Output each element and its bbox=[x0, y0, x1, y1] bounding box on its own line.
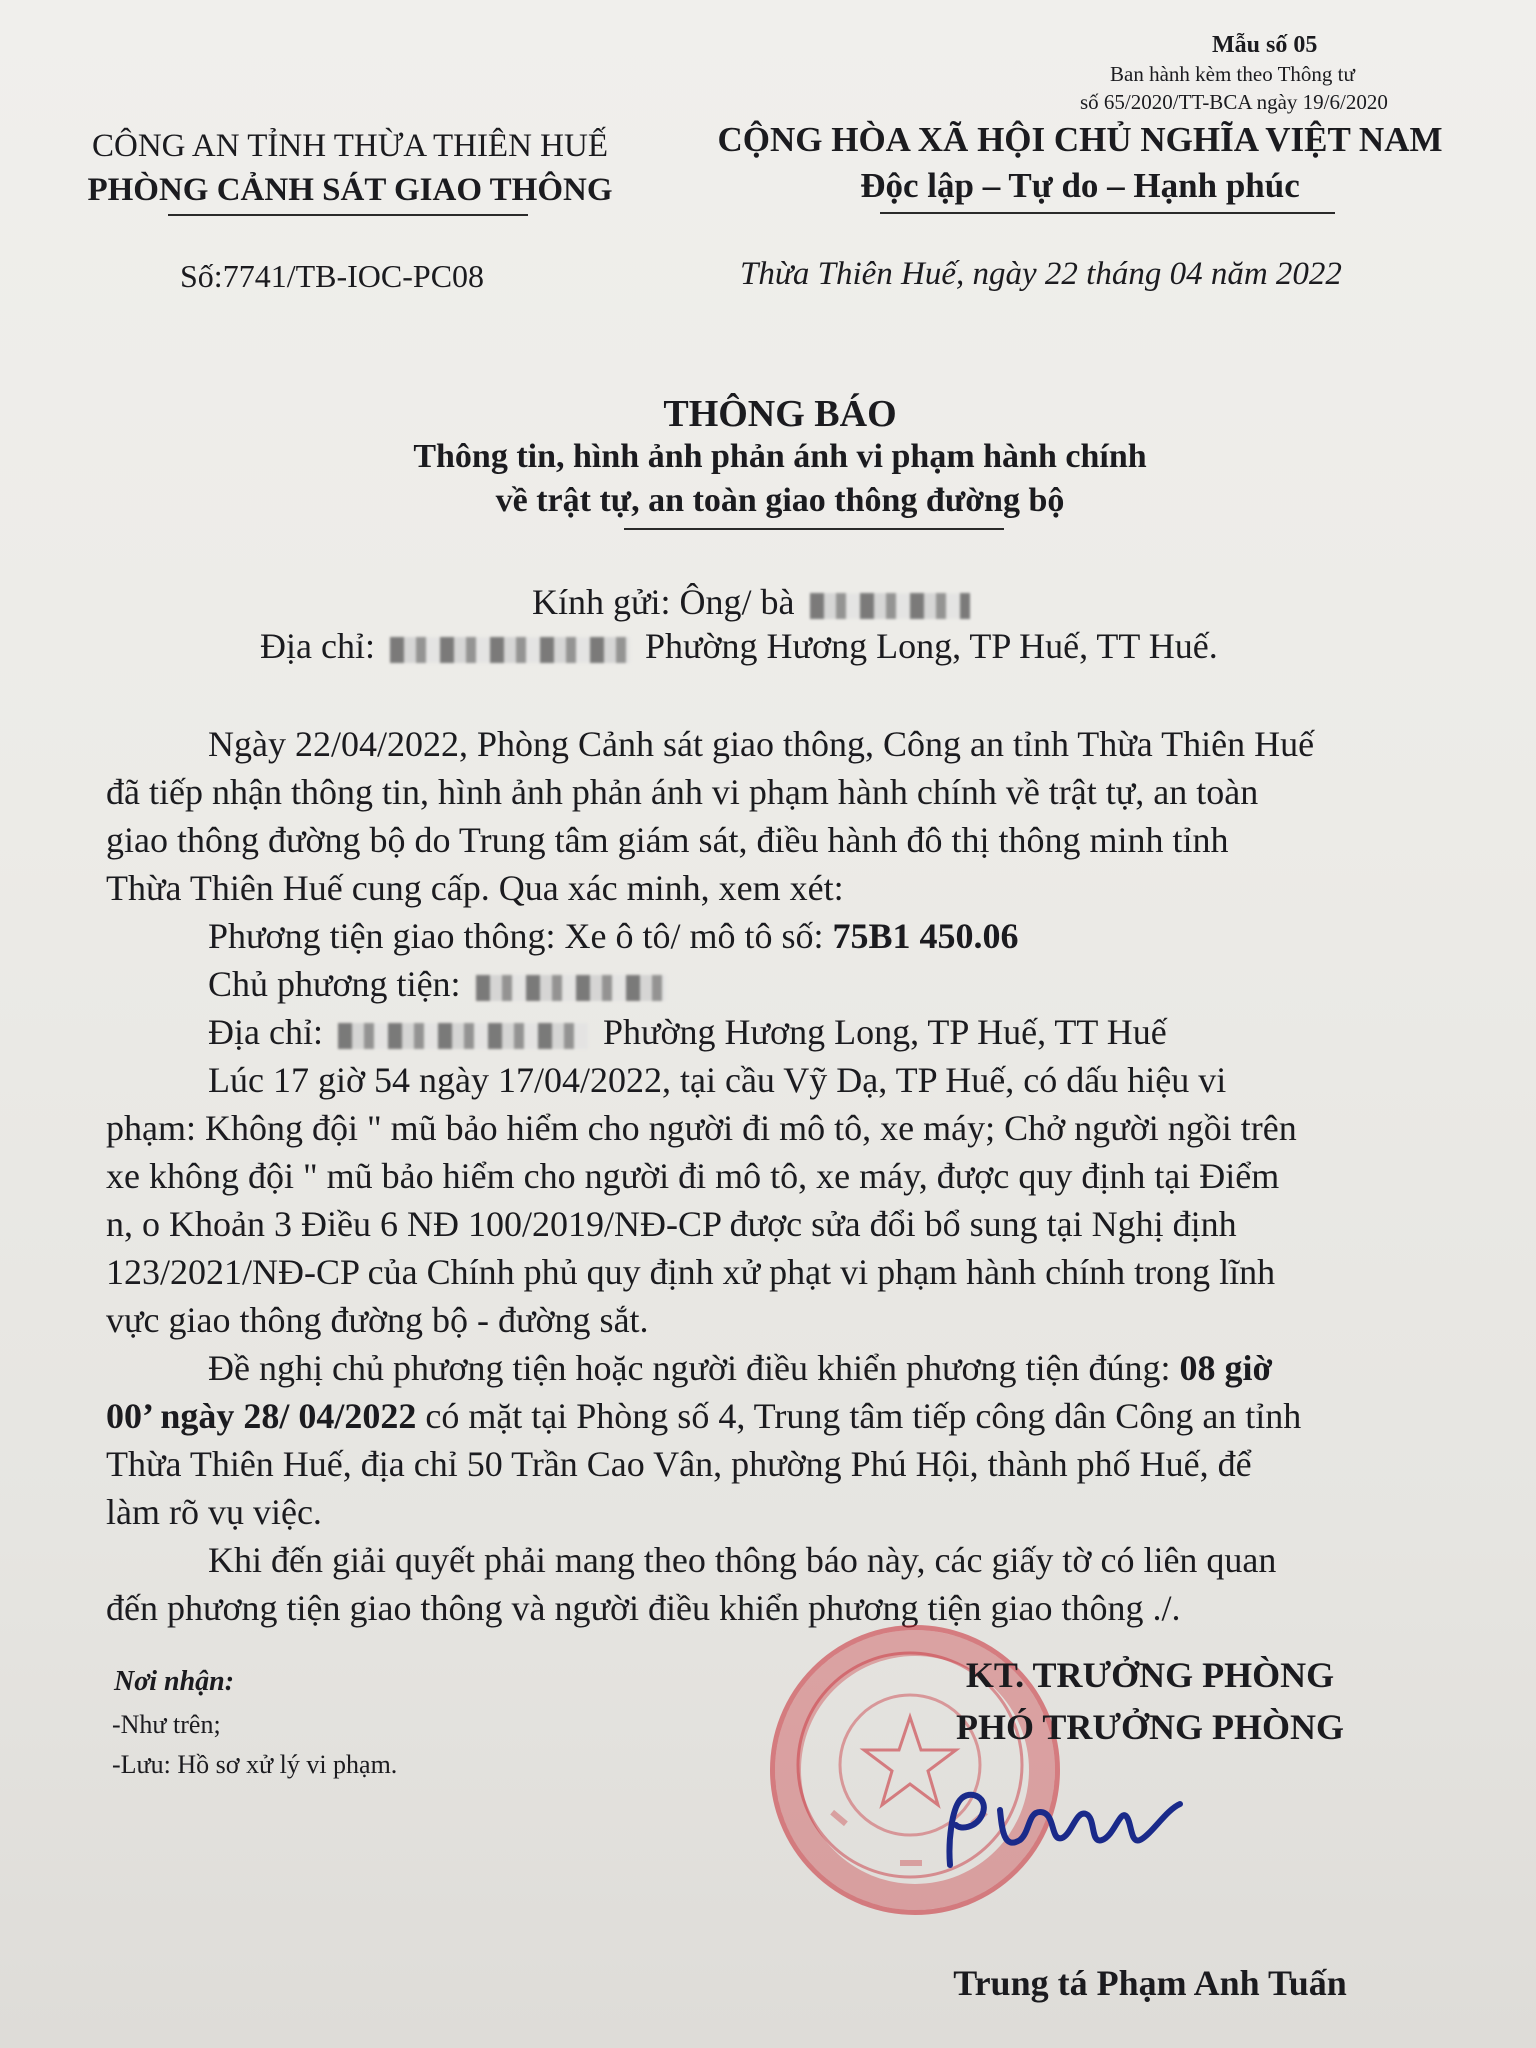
recipient-address bbox=[260, 622, 1218, 670]
notice-subtitle-2: về trật tự, an toàn giao thông đường bộ bbox=[495, 482, 1065, 519]
k-line1: Khi đến giải quyết phải mang theo thông báo này, các giấy tờ có liên quan bbox=[208, 1540, 1277, 1580]
v-line5: 123/2021/NĐ-CP của Chính phủ quy định xử phạt vi phạm hành chính trong lĩnh bbox=[106, 1252, 1276, 1292]
v-line1: Lúc 17 giờ 54 ngày 17/04/2022, tại cầu Vỹ Dạ, TP Huế, có dấu hiệu vi bbox=[208, 1060, 1227, 1100]
handwritten-signature bbox=[930, 1770, 1250, 1890]
nation-line1: CỘNG HÒA XÃ HỘI CHỦ NGHĨA VIỆT NAM bbox=[717, 120, 1443, 159]
address-label: Địa chỉ: bbox=[260, 626, 375, 666]
agency-line1: CÔNG AN TỈNH THỪA THIÊN HUẾ bbox=[91, 128, 608, 164]
owner-label: Chủ phương tiện: bbox=[208, 964, 461, 1004]
signature-title-2: PHÓ TRƯỞNG PHÒNG bbox=[955, 1707, 1344, 1747]
owner-address-line bbox=[208, 1008, 1167, 1056]
doc-number: Số:7741/TB-IOC-PC08 bbox=[180, 258, 485, 294]
r-line1-text: Đề nghị chủ phương tiện hoặc người điều khiển phương tiện đúng: bbox=[208, 1348, 1171, 1388]
address-tail: Phường Hương Long, TP Huế, TT Huế. bbox=[644, 626, 1218, 666]
appointment-hour: 08 giờ bbox=[1179, 1348, 1273, 1388]
place-date: Thừa Thiên Huế, ngày 22 tháng 04 năm 2022 bbox=[740, 256, 1342, 292]
signature-title-1: KT. TRƯỞNG PHÒNG bbox=[965, 1655, 1335, 1695]
signer-name: Trung tá Phạm Anh Tuấn bbox=[953, 1963, 1347, 2003]
redacted-address bbox=[390, 637, 630, 663]
recipient-line bbox=[532, 578, 976, 626]
r-line2 bbox=[106, 1392, 1301, 1440]
p1-line2: đã tiếp nhận thông tin, hình ảnh phản ánh vi phạm hành chính về trật tự, an toàn bbox=[106, 772, 1259, 812]
redacted-name bbox=[810, 593, 970, 619]
p1-line1: Ngày 22/04/2022, Phòng Cảnh sát giao thông, Công an tỉnh Thừa Thiên Huế bbox=[208, 724, 1315, 764]
form-issued-line1: Ban hành kèm theo Thông tư bbox=[1110, 62, 1355, 86]
p1-line3: giao thông đường bộ do Trung tâm giám sát, điều hành đô thị thông minh tỉnh bbox=[106, 820, 1229, 860]
r-line4: làm rõ vụ việc. bbox=[106, 1492, 322, 1532]
nation-underline bbox=[880, 212, 1335, 214]
v-line2: phạm: Không đội " mũ bảo hiểm cho người đi mô tô, xe máy; Chở người ngồi trên bbox=[106, 1108, 1297, 1148]
notice-title: THÔNG BÁO bbox=[663, 393, 897, 435]
recipients-item-1: -Như trên; bbox=[112, 1710, 221, 1739]
k-line2: đến phương tiện giao thông và người điều khiển phương tiện giao thông ./. bbox=[106, 1588, 1181, 1628]
recipients-item-2: -Lưu: Hồ sơ xử lý vi phạm. bbox=[112, 1750, 398, 1779]
appointment-date: 00’ ngày 28/ 04/2022 bbox=[106, 1396, 417, 1436]
agency-underline bbox=[168, 214, 528, 216]
v-line6: vực giao thông đường bộ - đường sắt. bbox=[106, 1300, 649, 1340]
owner-line bbox=[208, 960, 672, 1008]
owner-address-tail: Phường Hương Long, TP Huế, TT Huế bbox=[602, 1012, 1167, 1052]
redacted-owner bbox=[476, 975, 666, 1001]
r-line2-text: có mặt tại Phòng số 4, Trung tâm tiếp công dân Công an tỉnh bbox=[425, 1396, 1302, 1436]
redacted-owner-address bbox=[338, 1023, 588, 1049]
vehicle-plate: 75B1 450.06 bbox=[832, 916, 1019, 956]
nation-line2: Độc lập – Tự do – Hạnh phúc bbox=[860, 166, 1300, 205]
owner-address-label: Địa chỉ: bbox=[208, 1012, 323, 1052]
vehicle-line bbox=[208, 912, 1019, 960]
agency-line2: PHÒNG CẢNH SÁT GIAO THÔNG bbox=[87, 172, 613, 208]
v-line4: n, o Khoản 3 Điều 6 NĐ 100/2019/NĐ-CP được sửa đổi bổ sung tại Nghị định bbox=[106, 1204, 1237, 1244]
form-issued-line2: số 65/2020/TT-BCA ngày 19/6/2020 bbox=[1080, 90, 1388, 114]
greeting: Kính gửi: Ông/ bà bbox=[532, 582, 795, 622]
recipients-heading: Nơi nhận: bbox=[114, 1666, 235, 1697]
r-line3: Thừa Thiên Huế, địa chỉ 50 Trần Cao Vân, phường Phú Hội, thành phố Huế, để bbox=[106, 1444, 1252, 1484]
form-number: Mẫu số 05 bbox=[1212, 32, 1318, 58]
title-underline bbox=[624, 528, 1004, 530]
v-line3: xe không đội " mũ bảo hiểm cho người đi mô tô, xe máy, được quy định tại Điểm bbox=[106, 1156, 1280, 1196]
r-line1 bbox=[208, 1344, 1272, 1392]
notice-subtitle-1: Thông tin, hình ảnh phản ánh vi phạm hành chính bbox=[413, 438, 1147, 475]
p1-line4: Thừa Thiên Huế cung cấp. Qua xác minh, xem xét: bbox=[106, 868, 844, 908]
vehicle-label: Phương tiện giao thông: Xe ô tô/ mô tô số: bbox=[208, 916, 824, 956]
